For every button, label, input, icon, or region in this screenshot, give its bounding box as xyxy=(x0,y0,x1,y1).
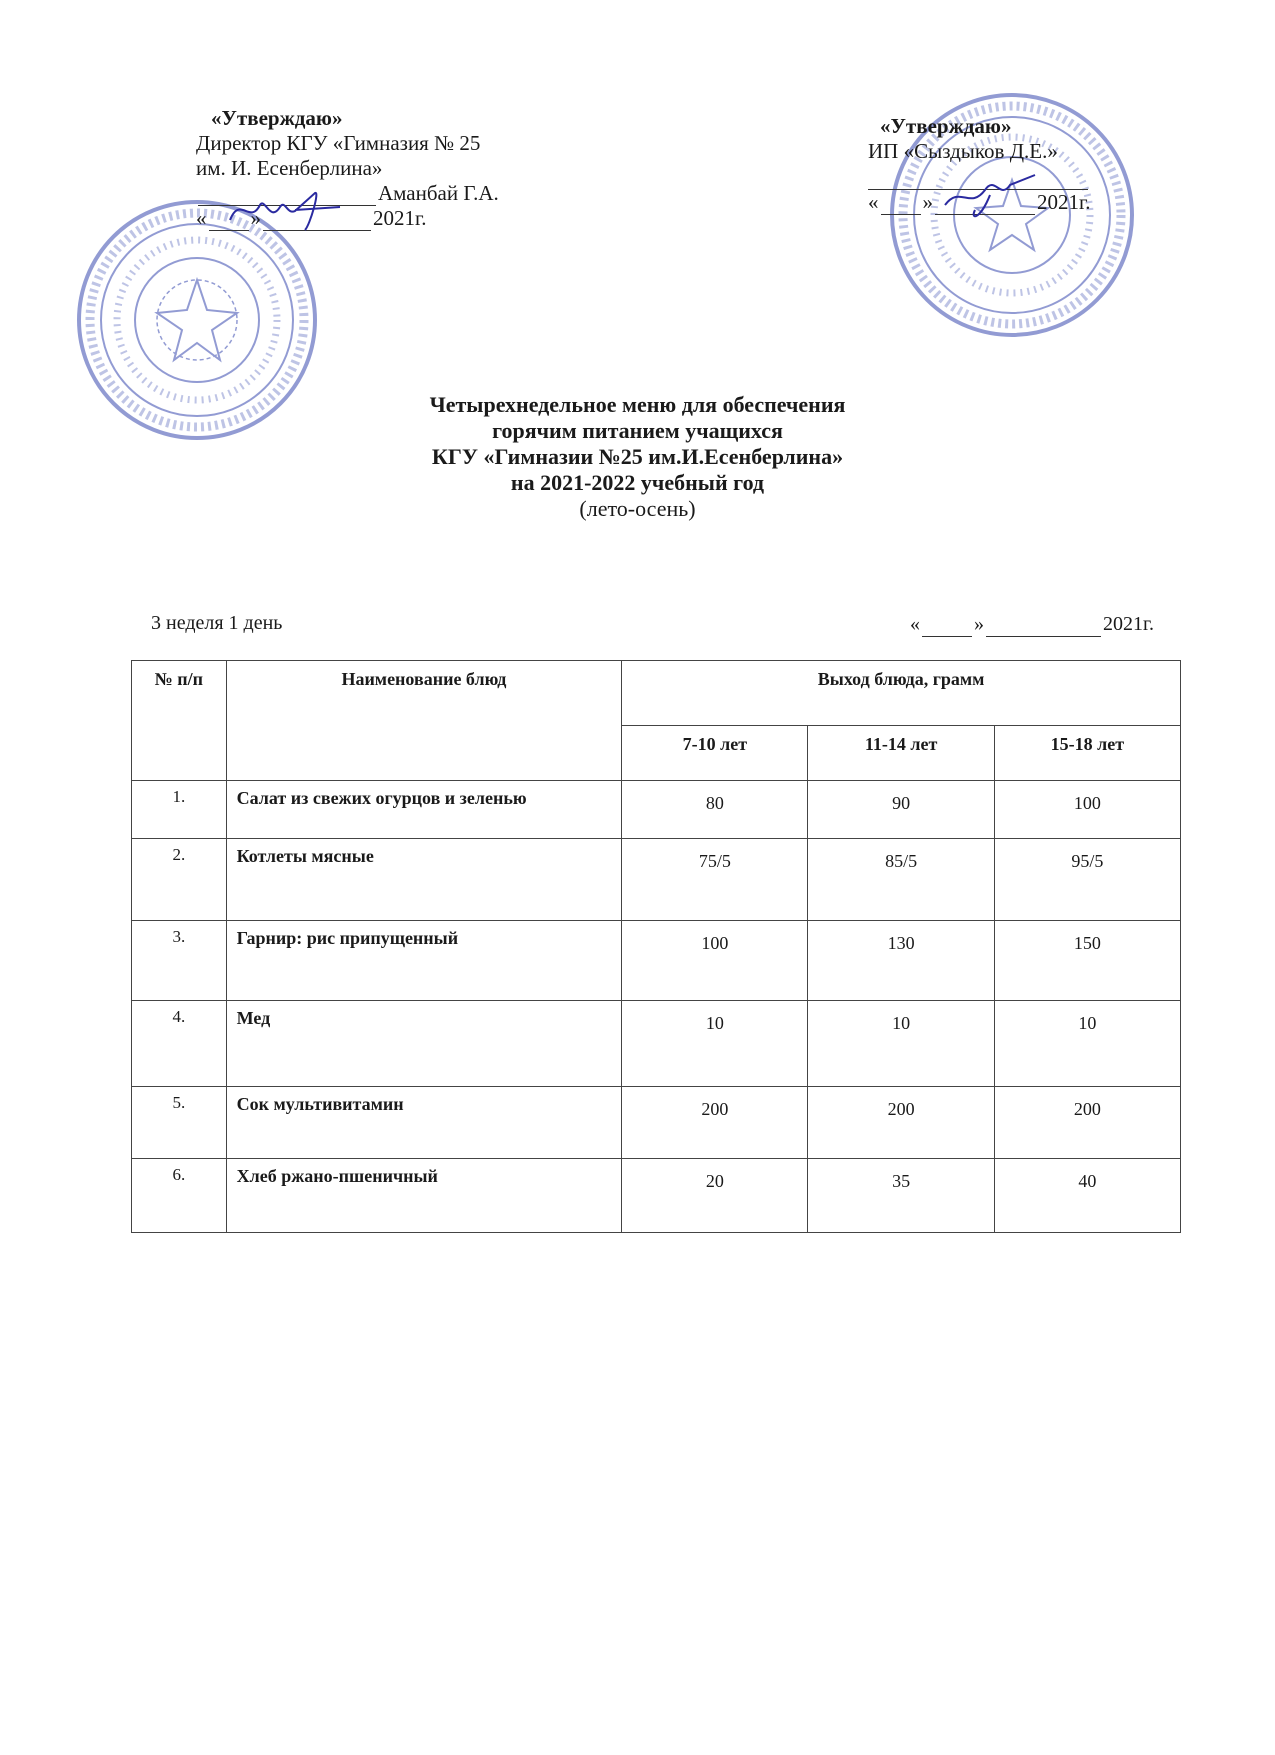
menu-date: « » 2021г. xyxy=(910,613,1154,635)
row-number: 4. xyxy=(132,1001,227,1087)
approval-header-right: «Утверждаю» xyxy=(880,114,1012,138)
yield-7-10: 100 xyxy=(622,921,808,1001)
yield-11-14: 200 xyxy=(808,1087,994,1159)
dish-name: Гарнир: рис припущенный xyxy=(226,921,622,1001)
header-yield: Выход блюда, грамм xyxy=(622,661,1181,726)
dish-name: Сок мультивитамин xyxy=(226,1087,622,1159)
approval-date-right: « » 2021г. xyxy=(868,190,1091,214)
row-number: 5. xyxy=(132,1087,227,1159)
header-dish-name: Наименование блюд xyxy=(226,661,622,781)
dish-name: Мед xyxy=(226,1001,622,1087)
yield-11-14: 35 xyxy=(808,1159,994,1233)
header-age-7-10: 7-10 лет xyxy=(622,726,808,781)
dish-name: Салат из свежих огурцов и зеленью xyxy=(226,781,622,839)
week-day-label: 3 неделя 1 день xyxy=(151,612,283,634)
table-row xyxy=(132,1001,1181,1087)
row-number: 3. xyxy=(132,921,227,1001)
company-signature xyxy=(940,165,1050,225)
table-row xyxy=(132,1087,1181,1159)
yield-15-18: 10 xyxy=(994,1001,1180,1087)
dish-name: Хлеб ржано-пшеничный xyxy=(226,1159,622,1233)
header-age-11-14: 11-14 лет xyxy=(808,726,994,781)
row-number: 6. xyxy=(132,1159,227,1233)
yield-7-10: 20 xyxy=(622,1159,808,1233)
table-row xyxy=(132,839,1181,921)
yield-11-14: 130 xyxy=(808,921,994,1001)
document-title: Четырехнедельное меню для обеспечения горячим питанием учащихся КГУ «Гимназии №25 им.И.Есенберлина» на 2021-2022 учебный год (лето-осень) xyxy=(0,392,1275,522)
yield-7-10: 75/5 xyxy=(622,839,808,921)
yield-15-18: 200 xyxy=(994,1087,1180,1159)
approver-company: ИП «Сыздыков Д.Е.» xyxy=(868,139,1058,163)
approver-name: Аманбай Г.А. xyxy=(378,181,499,205)
yield-11-14: 10 xyxy=(808,1001,994,1087)
approval-header-left: «Утверждаю» xyxy=(211,106,343,130)
yield-7-10: 10 xyxy=(622,1001,808,1087)
table-row xyxy=(132,921,1181,1001)
table-row xyxy=(132,781,1181,839)
director-signature xyxy=(225,185,345,235)
season-label: (лето-осень) xyxy=(579,496,696,521)
approver-position: Директор КГУ «Гимназия № 25 xyxy=(196,131,481,155)
yield-15-18: 40 xyxy=(994,1159,1180,1233)
yield-11-14: 90 xyxy=(808,781,994,839)
row-number: 1. xyxy=(132,781,227,839)
yield-7-10: 80 xyxy=(622,781,808,839)
approver-organization: им. И. Есенберлина» xyxy=(196,156,383,180)
yield-11-14: 85/5 xyxy=(808,839,994,921)
yield-15-18: 100 xyxy=(994,781,1180,839)
yield-15-18: 95/5 xyxy=(994,839,1180,921)
row-number: 2. xyxy=(132,839,227,921)
yield-15-18: 150 xyxy=(994,921,1180,1001)
header-age-15-18: 15-18 лет xyxy=(994,726,1180,781)
table-row xyxy=(132,1159,1181,1233)
approval-date-left: « » 2021г. xyxy=(196,206,427,230)
menu-table xyxy=(131,660,1181,1233)
dish-name: Котлеты мясные xyxy=(226,839,622,921)
yield-7-10: 200 xyxy=(622,1087,808,1159)
header-number: № п/п xyxy=(132,661,227,781)
